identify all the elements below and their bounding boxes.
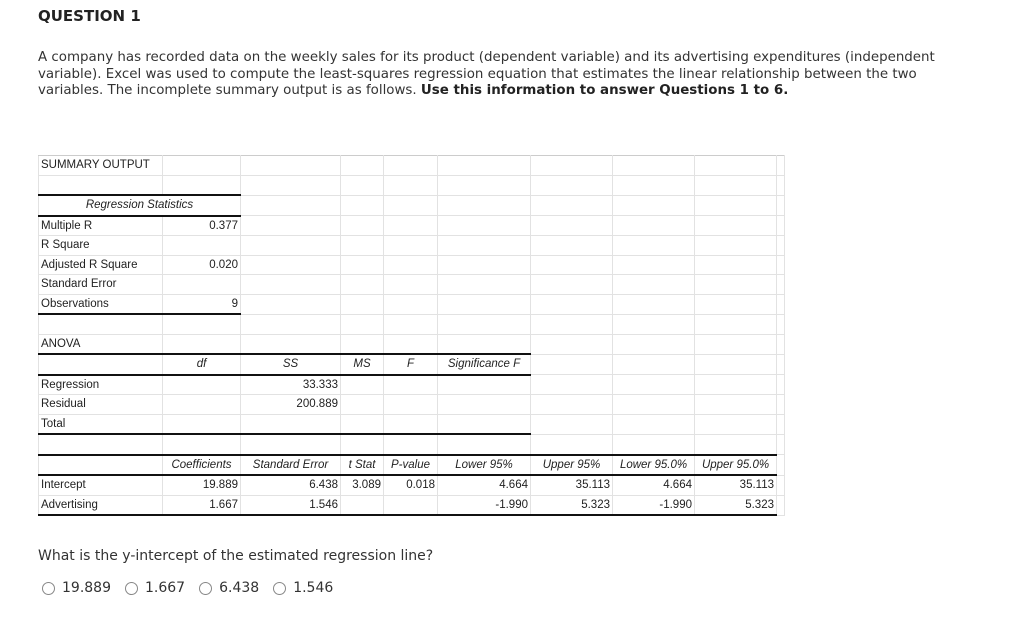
radio-icon[interactable] (199, 582, 212, 595)
cell (384, 495, 438, 515)
option-2[interactable] (125, 580, 185, 596)
option-4[interactable] (273, 580, 333, 596)
option-label: 19.889 (62, 580, 111, 596)
regression-label: Regression (39, 375, 163, 395)
option-label: 6.438 (219, 580, 260, 596)
std-error-label: Standard Error (39, 275, 163, 295)
question-text: What is the y-intercept of the estimated regression line? (38, 548, 434, 564)
observations-label: Observations (39, 294, 163, 314)
option-3[interactable] (199, 580, 259, 596)
option-label: 1.667 (145, 580, 186, 596)
anova-header-significance-f: Significance F (438, 354, 531, 375)
adj-r-square-label: Adjusted R Square (39, 255, 163, 275)
anova-header-df: df (163, 354, 241, 375)
residual-ss: 200.889 (241, 395, 341, 415)
cell: 5.323 (695, 495, 777, 515)
anova-header-f: F (384, 354, 438, 375)
intro-bold-text: Use this information to answer Questions 1 to 6. (420, 83, 789, 98)
option-label: 1.546 (293, 580, 334, 596)
residual-label: Residual (39, 395, 163, 415)
anova-label: ANOVA (39, 334, 163, 354)
coef-header-lower-95-0: Lower 95.0% (613, 455, 695, 476)
cell: 3.089 (341, 475, 384, 495)
r-square-label: R Square (39, 236, 163, 256)
intercept-label: Intercept (39, 475, 163, 495)
cell: 6.438 (241, 475, 341, 495)
option-1[interactable] (42, 580, 111, 596)
coef-header-upper-95-0: Upper 95.0% (695, 455, 777, 476)
radio-icon[interactable] (273, 582, 286, 595)
intro-text: A company has recorded data on the weekly sales for its product (dependent variable) and its advertising expenditures (independent variable). Excel was used to compute the least-squares regression equation that estimates the linear relationship between the two variables. The incomplete summary output is as follows. (38, 50, 935, 98)
summary-label: SUMMARY OUTPUT (39, 156, 163, 176)
observations-value: 9 (163, 294, 241, 314)
cell: 19.889 (163, 475, 241, 495)
coef-header-t-stat: t Stat (341, 455, 384, 476)
cell: 1.546 (241, 495, 341, 515)
r-square-value (163, 236, 241, 256)
advertising-label: Advertising (39, 495, 163, 515)
cell: 35.113 (531, 475, 613, 495)
std-error-value (163, 275, 241, 295)
cell: 4.664 (438, 475, 531, 495)
cell (341, 495, 384, 515)
multiple-r-value: 0.377 (163, 216, 241, 236)
total-label: Total (39, 414, 163, 434)
cell: 0.018 (384, 475, 438, 495)
radio-icon[interactable] (42, 582, 55, 595)
radio-icon[interactable] (125, 582, 138, 595)
regression-statistics-header: Regression Statistics (39, 195, 241, 216)
anova-header-ms: MS (341, 354, 384, 375)
coef-header-standard-error: Standard Error (241, 455, 341, 476)
cell: 4.664 (613, 475, 695, 495)
intercept-row (39, 475, 785, 495)
question-title: QUESTION 1 (38, 7, 141, 25)
coef-header-p-value: P-value (384, 455, 438, 476)
coef-header-upper-95: Upper 95% (531, 455, 613, 476)
multiple-r-label: Multiple R (39, 216, 163, 236)
summary-output-table (38, 155, 785, 516)
adj-r-square-value: 0.020 (163, 255, 241, 275)
anova-header-ss: SS (241, 354, 341, 375)
advertising-row (39, 495, 785, 515)
cell: -1.990 (613, 495, 695, 515)
regression-ss: 33.333 (241, 375, 341, 395)
cell: 35.113 (695, 475, 777, 495)
cell: 5.323 (531, 495, 613, 515)
answer-options (42, 580, 333, 596)
cell: 1.667 (163, 495, 241, 515)
coef-header-lower-95: Lower 95% (438, 455, 531, 476)
cell: -1.990 (438, 495, 531, 515)
question-intro (38, 50, 958, 100)
coef-header-coefficients: Coefficients (163, 455, 241, 476)
